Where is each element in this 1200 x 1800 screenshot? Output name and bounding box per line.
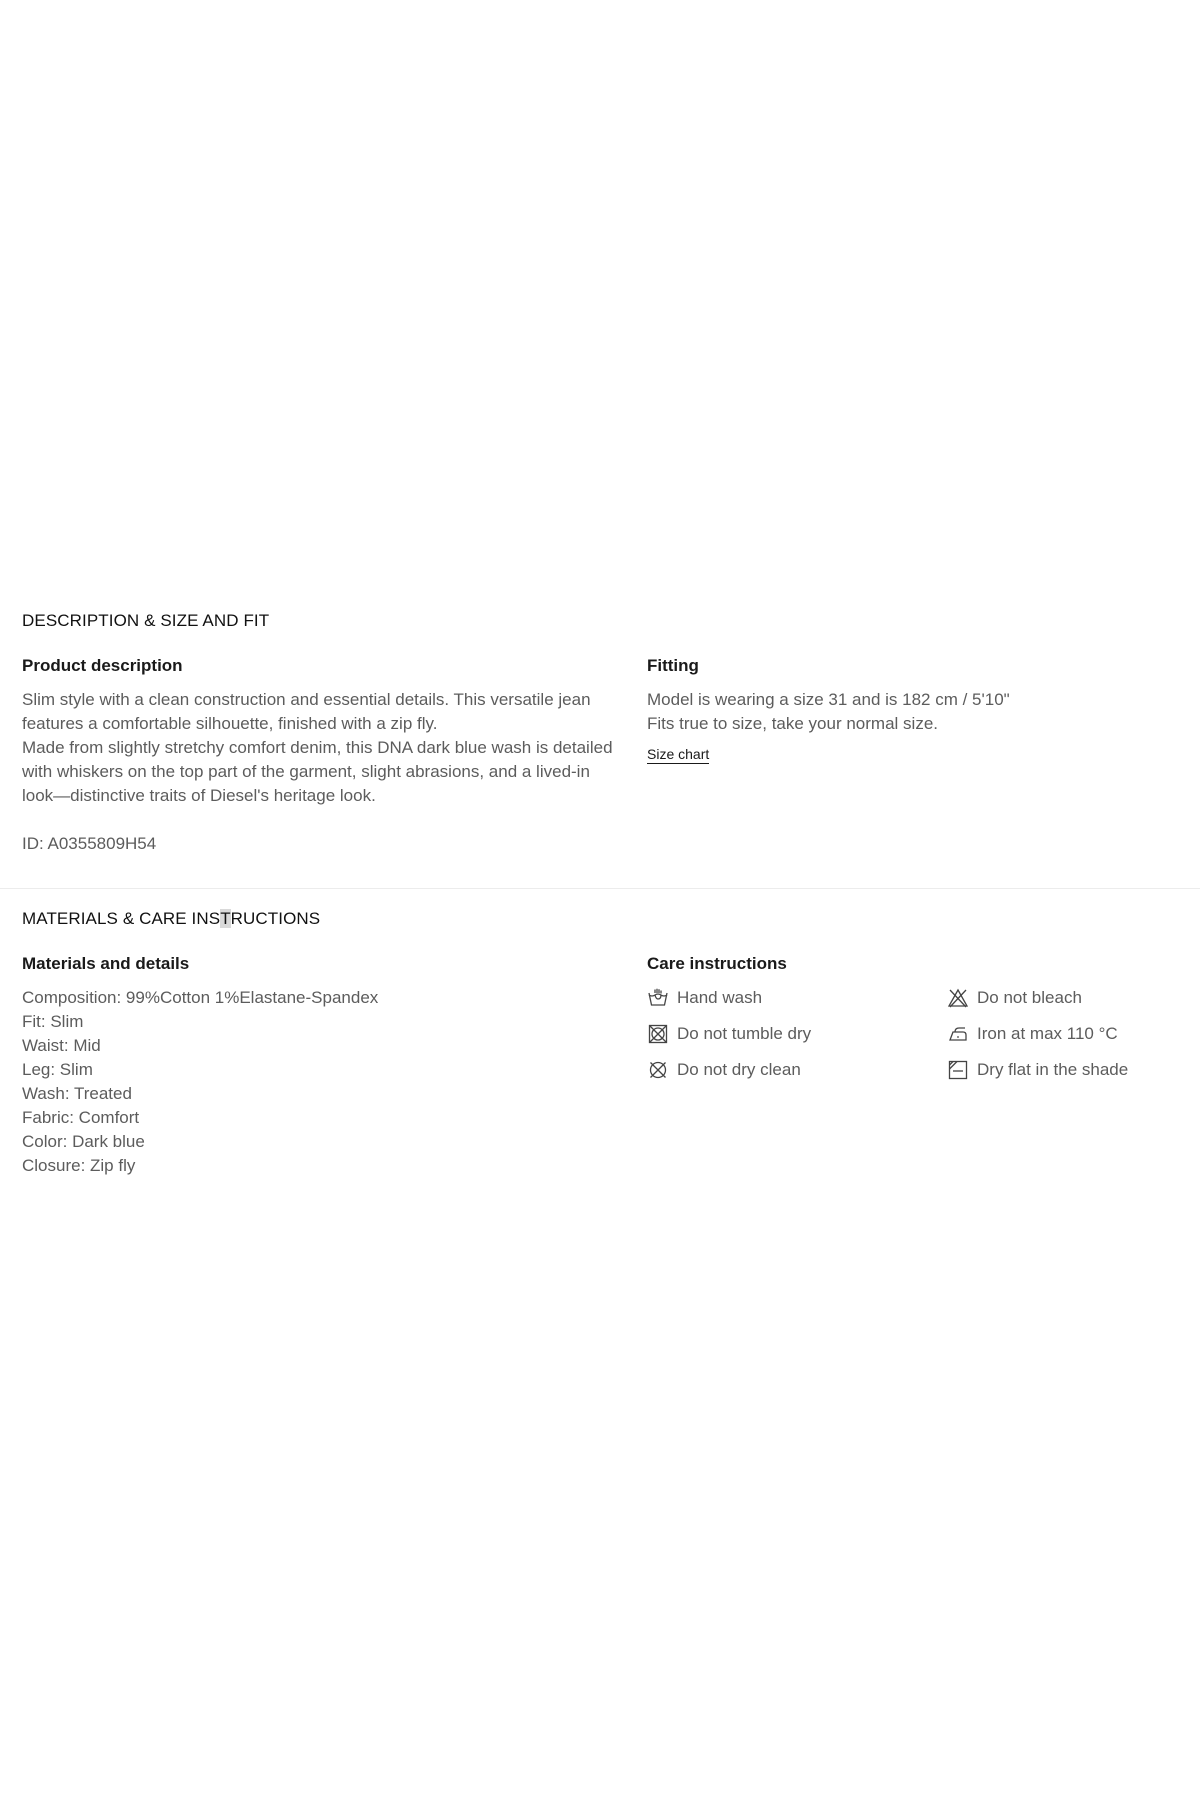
materials-column — [22, 953, 622, 1178]
materials-item-waist: Waist: Mid — [22, 1036, 101, 1055]
product-description-paragraph-1: Slim style with a clean construction and essential details. This versatile jean features a comfortable silhouette, finished with a zip fly. — [22, 690, 591, 733]
materials-section-heading — [22, 908, 1178, 930]
size-chart-link[interactable]: Size chart — [647, 746, 710, 762]
description-size-fit-section — [22, 610, 1178, 853]
materials-item-fabric: Fabric: Comfort — [22, 1108, 140, 1127]
materials-heading-part-1: MATERIALS & CARE INS — [22, 909, 221, 928]
iron-icon — [947, 1023, 969, 1045]
materials-title: Materials and details — [22, 954, 190, 973]
description-section-heading: DESCRIPTION & SIZE AND FIT — [22, 611, 270, 630]
care-item-no-bleach — [947, 986, 1200, 1010]
dry-flat-shade-icon — [947, 1059, 969, 1081]
materials-item-color: Color: Dark blue — [22, 1132, 145, 1151]
section-divider — [0, 888, 1200, 889]
materials-care-section — [22, 908, 1178, 1175]
no-bleach-icon — [947, 987, 969, 1009]
materials-heading-cursor-highlight: T — [220, 909, 231, 928]
product-id: ID: A0355809H54 — [22, 834, 157, 853]
care-item-no-dry-clean — [647, 1058, 947, 1082]
fitting-size-advice: Fits true to size, take your normal size. — [647, 714, 938, 733]
materials-item-closure: Closure: Zip fly — [22, 1156, 136, 1175]
care-item-iron — [947, 1022, 1200, 1046]
care-item-label: Do not bleach — [977, 988, 1082, 1007]
care-item-label: Do not dry clean — [677, 1060, 801, 1079]
no-tumble-dry-icon — [647, 1023, 669, 1045]
care-item-no-tumble-dry — [647, 1022, 947, 1046]
fitting-text — [647, 688, 1200, 736]
care-item-label: Hand wash — [677, 988, 763, 1007]
care-instructions-grid — [647, 986, 1200, 1082]
care-item-label: Do not tumble dry — [677, 1024, 812, 1043]
fitting-column — [647, 655, 1200, 764]
no-dry-clean-icon — [647, 1059, 669, 1081]
product-description-text — [22, 688, 622, 808]
care-item-label: Iron at max 110 °C — [977, 1024, 1118, 1043]
materials-list — [22, 986, 622, 1178]
materials-item-leg: Leg: Slim — [22, 1060, 93, 1079]
materials-item-fit: Fit: Slim — [22, 1012, 84, 1031]
fitting-model-info: Model is wearing a size 31 and is 182 cm / 5'10" — [647, 690, 1010, 709]
materials-item-composition: Composition: 99%Cotton 1%Elastane-Spandex — [22, 988, 379, 1007]
care-column — [647, 953, 1200, 1082]
materials-heading-part-2: RUCTIONS — [230, 909, 321, 928]
care-title: Care instructions — [647, 954, 787, 973]
product-description-paragraph-2: Made from slightly stretchy comfort denim, this DNA dark blue wash is detailed with whiskers on the top part of the garment, slight abrasions, and a lived-in look—distinctive traits of Diesel's heritage look. — [22, 738, 613, 805]
product-description-title: Product description — [22, 656, 183, 675]
materials-item-wash: Wash: Treated — [22, 1084, 132, 1103]
care-item-label: Dry flat in the shade — [977, 1060, 1129, 1079]
product-description-column — [22, 655, 622, 856]
care-item-hand-wash — [647, 986, 947, 1010]
hand-wash-icon — [647, 987, 669, 1009]
care-item-dry-flat-shade — [947, 1058, 1200, 1082]
fitting-title: Fitting — [647, 656, 699, 675]
